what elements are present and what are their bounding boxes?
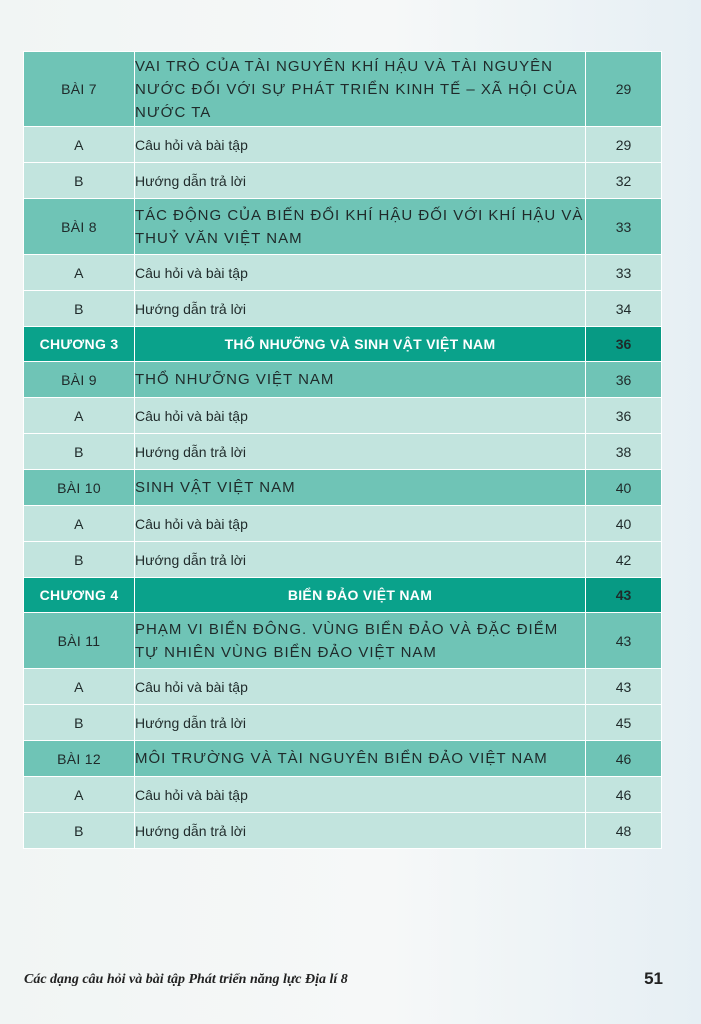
toc-title: Câu hỏi và bài tập [135, 127, 586, 163]
toc-subsection-row [24, 127, 662, 163]
toc-title: Câu hỏi và bài tập [135, 777, 586, 813]
toc-title: Câu hỏi và bài tập [135, 255, 586, 291]
toc-page-number: 36 [586, 327, 662, 362]
toc-subsection-row [24, 777, 662, 813]
toc-label: B [24, 291, 135, 327]
toc-label: CHƯƠNG 4 [24, 578, 135, 613]
toc-page-number: 42 [586, 542, 662, 578]
toc-label: BÀI 7 [24, 52, 135, 127]
toc-title: Câu hỏi và bài tập [135, 398, 586, 434]
toc-label: B [24, 434, 135, 470]
toc-page-number: 43 [586, 613, 662, 669]
toc-subsection-row [24, 705, 662, 741]
toc-title: THỔ NHƯỠNG VÀ SINH VẬT VIỆT NAM [135, 327, 586, 362]
toc-title: VAI TRÒ CỦA TÀI NGUYÊN KHÍ HẬU VÀ TÀI NGUYÊN NƯỚC ĐỐI VỚI SỰ PHÁT TRIỂN KINH TẾ – XÃ HỘI CỦA NƯỚC TA [135, 52, 586, 127]
toc-title: Câu hỏi và bài tập [135, 669, 586, 705]
toc-subsection-row [24, 398, 662, 434]
toc-subsection-row [24, 542, 662, 578]
toc-subsection-row [24, 506, 662, 542]
toc-lesson-row [24, 362, 662, 398]
toc-title: MÔI TRƯỜNG VÀ TÀI NGUYÊN BIỂN ĐẢO VIỆT NAM [135, 741, 586, 777]
toc-page-number: 36 [586, 398, 662, 434]
toc-page-number: 33 [586, 255, 662, 291]
toc-page-number: 48 [586, 813, 662, 849]
table-of-contents [23, 51, 662, 849]
toc-title: Hướng dẫn trả lời [135, 705, 586, 741]
toc-page-number: 43 [586, 578, 662, 613]
toc-page-number: 34 [586, 291, 662, 327]
toc-label: A [24, 669, 135, 705]
toc-page-number: 29 [586, 127, 662, 163]
toc-subsection-row [24, 291, 662, 327]
toc-page-number: 46 [586, 777, 662, 813]
toc-chapter-row [24, 327, 662, 362]
toc-title: Hướng dẫn trả lời [135, 542, 586, 578]
toc-label: A [24, 127, 135, 163]
toc-page-number: 46 [586, 741, 662, 777]
toc-label: BÀI 9 [24, 362, 135, 398]
toc-page-number: 40 [586, 506, 662, 542]
toc-title: Hướng dẫn trả lời [135, 291, 586, 327]
toc-lesson-row [24, 741, 662, 777]
toc-page-number: 45 [586, 705, 662, 741]
page-number: 51 [644, 969, 663, 988]
toc-label: A [24, 398, 135, 434]
toc-title: Hướng dẫn trả lời [135, 813, 586, 849]
toc-page-number: 38 [586, 434, 662, 470]
toc-title: BIỂN ĐẢO VIỆT NAM [135, 578, 586, 613]
toc-title: Hướng dẫn trả lời [135, 163, 586, 199]
toc-label: B [24, 813, 135, 849]
toc-label: A [24, 777, 135, 813]
toc-label: BÀI 12 [24, 741, 135, 777]
toc-lesson-row [24, 470, 662, 506]
toc-subsection-row [24, 669, 662, 705]
toc-page-number: 33 [586, 199, 662, 255]
toc-title: PHẠM VI BIỂN ĐÔNG. VÙNG BIỂN ĐẢO VÀ ĐẶC ĐIỂM TỰ NHIÊN VÙNG BIỂN ĐẢO VIỆT NAM [135, 613, 586, 669]
toc-chapter-row [24, 578, 662, 613]
toc-label: A [24, 255, 135, 291]
toc-title: Câu hỏi và bài tập [135, 506, 586, 542]
toc-page-number: 36 [586, 362, 662, 398]
toc-label: A [24, 506, 135, 542]
toc-label: CHƯƠNG 3 [24, 327, 135, 362]
toc-title: Hướng dẫn trả lời [135, 434, 586, 470]
toc-page-number: 32 [586, 163, 662, 199]
toc-lesson-row [24, 613, 662, 669]
toc-title: THỔ NHƯỠNG VIỆT NAM [135, 362, 586, 398]
toc-lesson-row [24, 199, 662, 255]
toc-title: TÁC ĐỘNG CỦA BIẾN ĐỔI KHÍ HẬU ĐỐI VỚI KHÍ HẬU VÀ THUỶ VĂN VIỆT NAM [135, 199, 586, 255]
toc-lesson-row [24, 52, 662, 127]
toc-label: B [24, 163, 135, 199]
toc-label: BÀI 10 [24, 470, 135, 506]
toc-page-number: 40 [586, 470, 662, 506]
toc-label: BÀI 8 [24, 199, 135, 255]
toc-label: BÀI 11 [24, 613, 135, 669]
toc-label: B [24, 542, 135, 578]
toc-page-number: 29 [586, 52, 662, 127]
toc-page-number: 43 [586, 669, 662, 705]
toc-label: B [24, 705, 135, 741]
toc-subsection-row [24, 434, 662, 470]
toc-subsection-row [24, 255, 662, 291]
toc-title: SINH VẬT VIỆT NAM [135, 470, 586, 506]
toc-subsection-row [24, 813, 662, 849]
book-title-footer: Các dạng câu hỏi và bài tập Phát triển năng lực Địa lí 8 [24, 972, 348, 987]
toc-subsection-row [24, 163, 662, 199]
